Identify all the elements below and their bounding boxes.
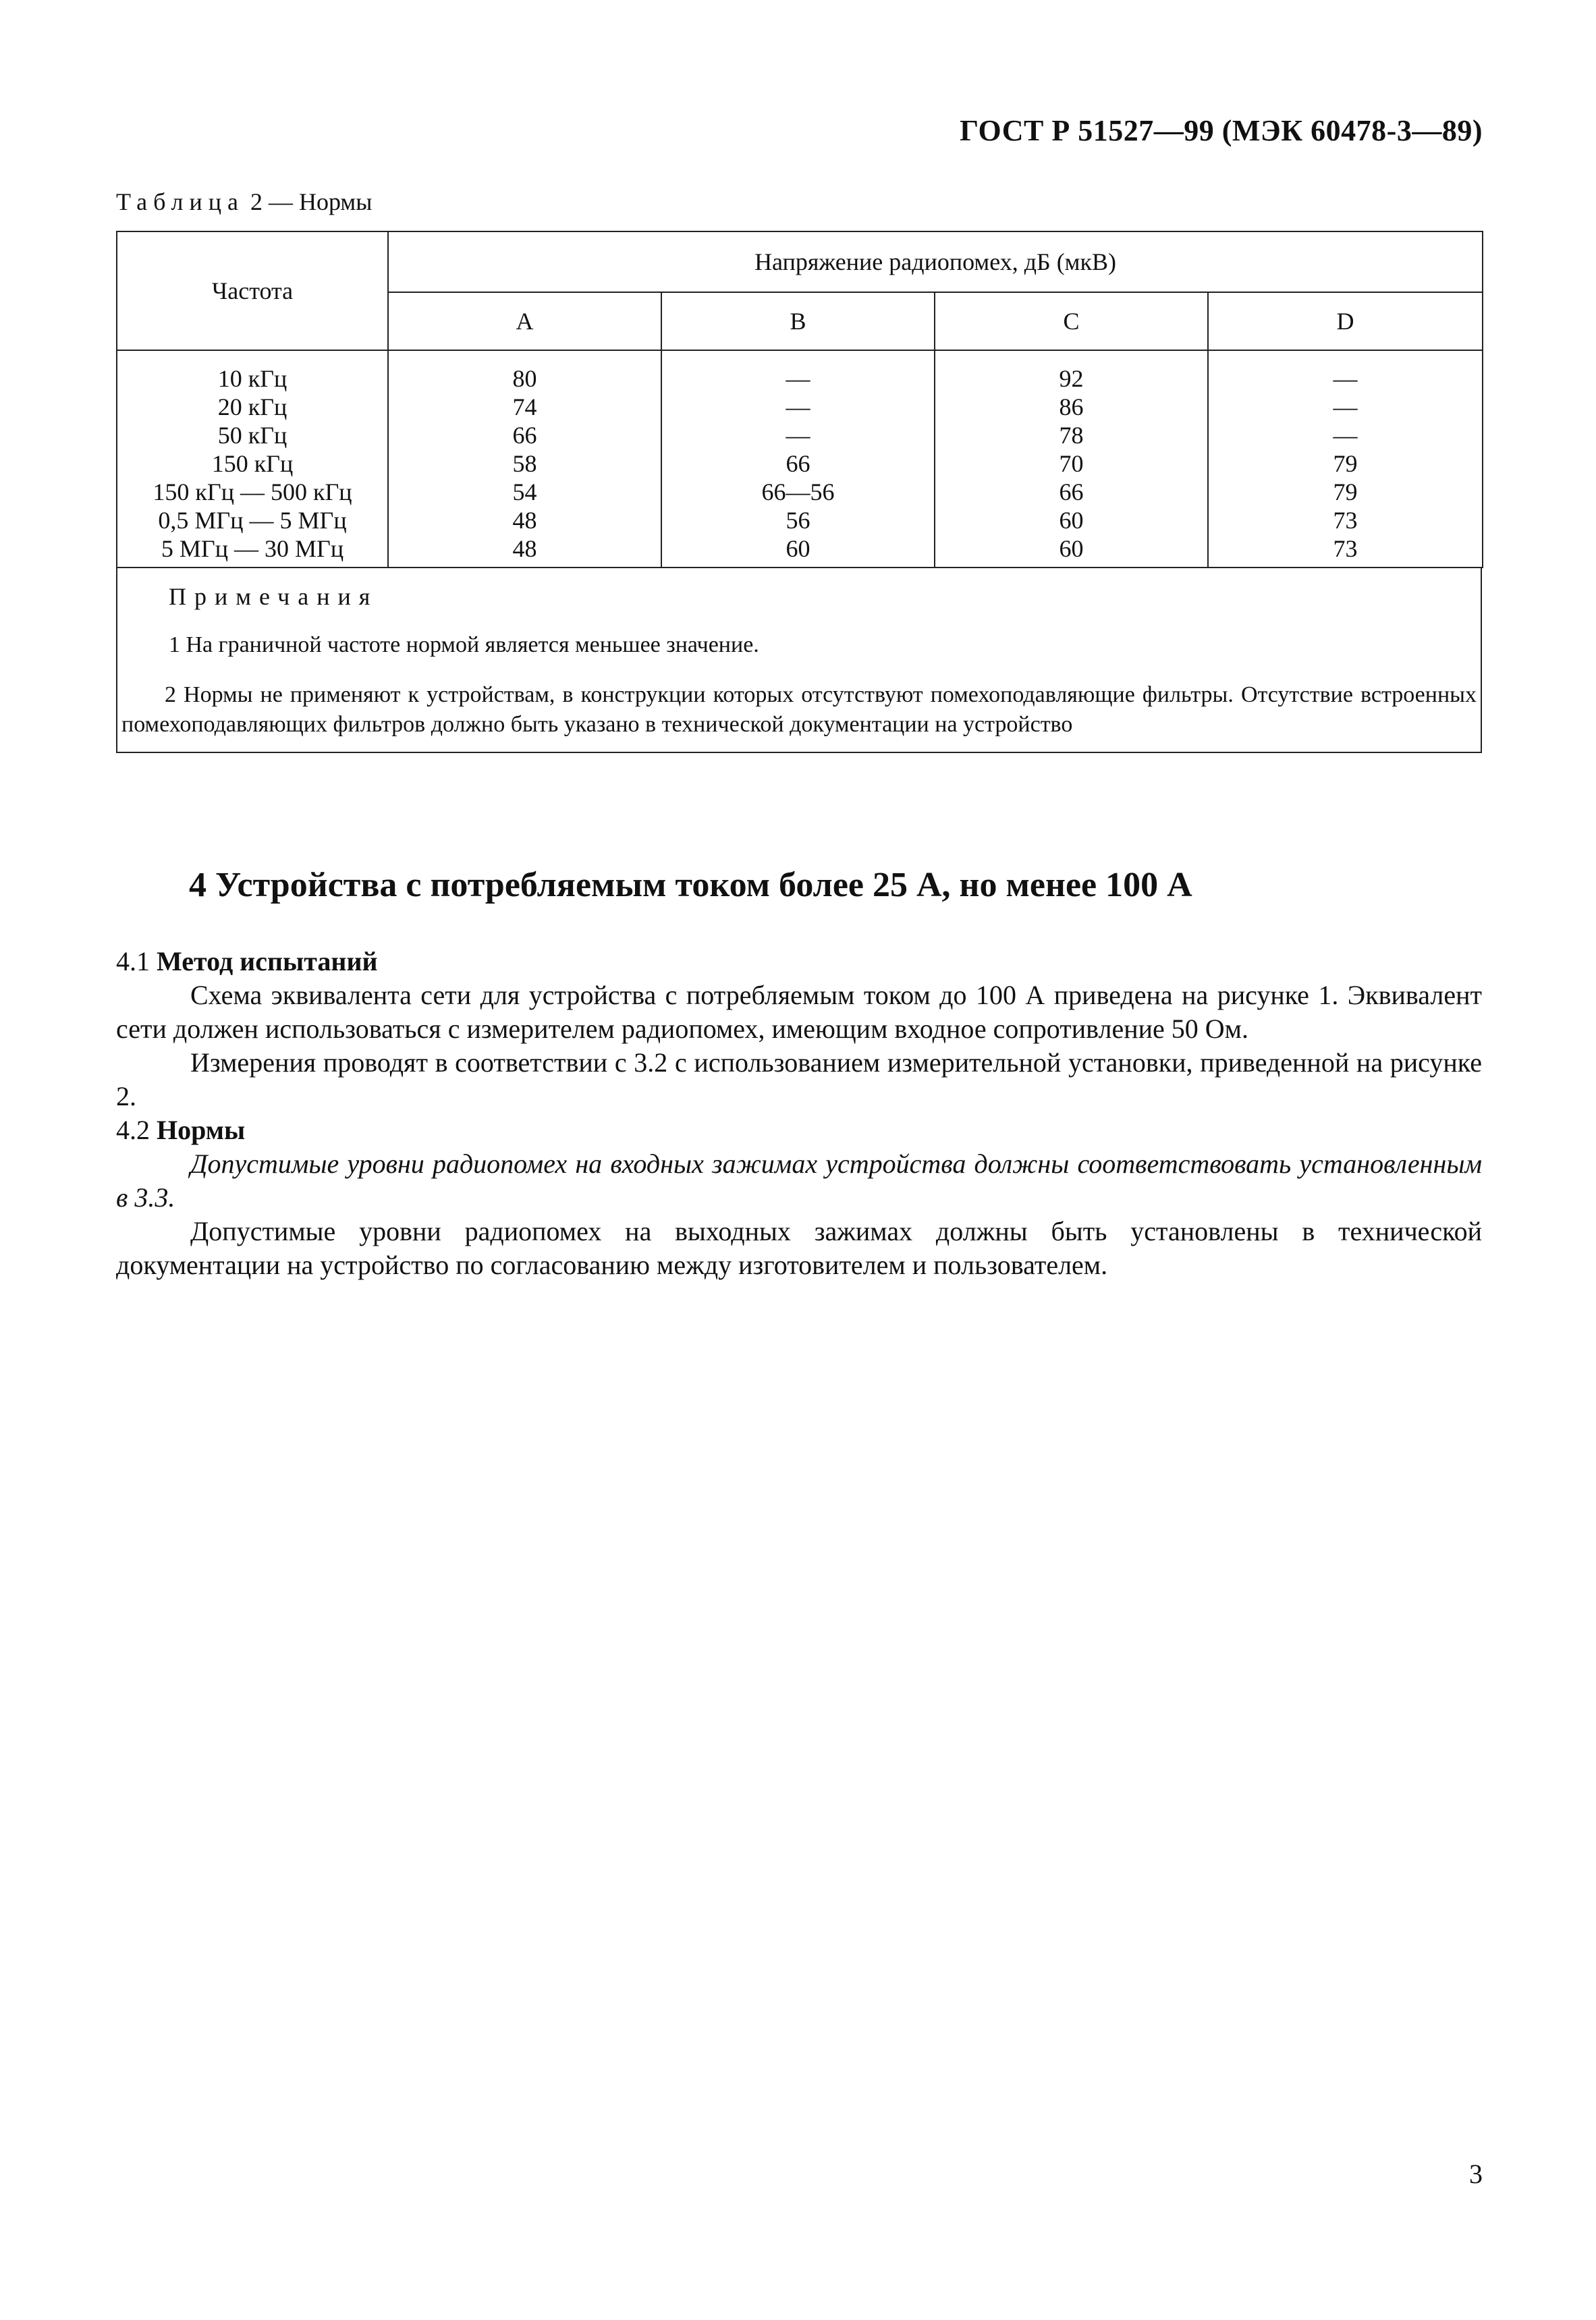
- value-a: 66: [512, 422, 537, 449]
- value-b: —: [786, 365, 810, 392]
- column-a-values: [388, 350, 661, 568]
- document-header: ГОСТ Р 51527—99 (МЭК 60478-3—89): [960, 114, 1483, 147]
- value-b: —: [786, 422, 810, 449]
- header-col-c: C: [935, 292, 1208, 350]
- frequency-value: 0,5 МГц — 5 МГц: [158, 507, 347, 534]
- column-b-values: [661, 350, 935, 568]
- section-4-body: [116, 945, 1482, 1282]
- value-a: 58: [512, 450, 537, 477]
- header-voltage: Напряжение радиопомех, дБ (мкВ): [388, 231, 1483, 292]
- value-d: —: [1333, 422, 1358, 449]
- frequency-value: 20 кГц: [217, 393, 287, 420]
- value-c: 92: [1059, 365, 1084, 392]
- section-4-title: 4 Устройства с потребляемым током более 25 А, но менее 100 А: [189, 866, 1192, 904]
- value-c: 66: [1059, 478, 1084, 505]
- value-d: 79: [1333, 450, 1358, 477]
- subsection-4-2-heading: [116, 1113, 1482, 1147]
- column-c-values: [935, 350, 1208, 568]
- table-row: [117, 350, 1483, 568]
- table-notes: [116, 568, 1482, 753]
- header-col-a: A: [388, 292, 661, 350]
- subsection-title: Метод испытаний: [157, 946, 378, 976]
- paragraph: Схема эквивалента сети для устройства с потребляемым током до 100 А приведена на рисунке 1. Эквивалент сети должен использоваться с измерителем радиопомех, имеющим входное сопротивление 50 Ом.: [116, 980, 1482, 1044]
- value-a: 54: [512, 478, 537, 505]
- notes-title: Примечания: [169, 583, 379, 610]
- value-d: 73: [1333, 535, 1358, 562]
- value-a: 48: [512, 535, 537, 562]
- paragraph: Допустимые уровни радиопомех на выходных зажимах должны быть установлены в технической документации на устройство по согласованию между изготовителем и пользователем.: [116, 1216, 1482, 1280]
- value-c: 70: [1059, 450, 1084, 477]
- subsection-4-1-heading: [116, 945, 1482, 978]
- norms-table-block: [116, 231, 1482, 753]
- paragraph: Измерения проводят в соответствии с 3.2 с использованием измерительной установки, приведенной на рисунке 2.: [116, 1047, 1482, 1111]
- column-d-values: [1208, 350, 1483, 568]
- frequency-value: 10 кГц: [217, 365, 287, 392]
- value-c: 60: [1059, 535, 1084, 562]
- frequency-value: 150 кГц: [211, 450, 294, 477]
- value-d: 73: [1333, 507, 1358, 534]
- frequency-value: 5 МГц — 30 МГц: [161, 535, 344, 562]
- norms-table: [116, 231, 1483, 568]
- value-b: 56: [786, 507, 810, 534]
- value-b: 60: [786, 535, 810, 562]
- value-c: 86: [1059, 393, 1084, 420]
- header-frequency: Частота: [117, 231, 388, 350]
- subsection-number: 4.1: [116, 946, 150, 976]
- value-b: 66—56: [761, 478, 835, 505]
- value-b: 66: [786, 450, 810, 477]
- value-a: 80: [512, 365, 537, 392]
- page-number: 3: [1469, 2159, 1483, 2189]
- header-col-b: B: [661, 292, 935, 350]
- subsection-number: 4.2: [116, 1115, 150, 1145]
- value-d: 79: [1333, 478, 1358, 505]
- table-caption-title: 2 — Нормы: [250, 188, 373, 215]
- note-2: 2 Нормы не применяют к устройствам, в конструкции которых отсутствуют помехоподавляющие фильтры. Отсутствие встроенных помехоподавляющих фильтров должно быть указано в технической документации на устройство: [121, 682, 1477, 737]
- frequency-value: 50 кГц: [217, 422, 287, 449]
- value-d: —: [1333, 365, 1358, 392]
- value-a: 48: [512, 507, 537, 534]
- frequency-column: [117, 350, 388, 568]
- value-b: —: [786, 393, 810, 420]
- value-c: 78: [1059, 422, 1084, 449]
- value-d: —: [1333, 393, 1358, 420]
- header-col-d: D: [1208, 292, 1483, 350]
- value-c: 60: [1059, 507, 1084, 534]
- paragraph: Допустимые уровни радиопомех на входных зажимах устройства должны соответствовать установленным в 3.3.: [116, 1149, 1482, 1213]
- frequency-value: 150 кГц — 500 кГц: [153, 478, 352, 505]
- table-caption-word: Таблица: [116, 188, 244, 215]
- value-a: 74: [512, 393, 537, 420]
- subsection-title: Нормы: [157, 1115, 246, 1145]
- table-caption: [116, 188, 372, 216]
- note-1: 1 На граничной частоте нормой является меньшее значение.: [169, 632, 759, 657]
